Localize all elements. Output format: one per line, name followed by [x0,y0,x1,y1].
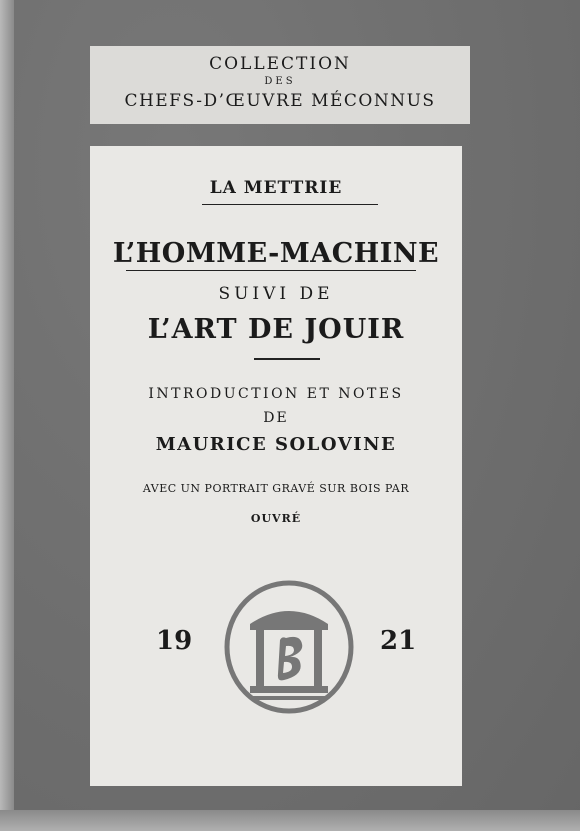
year-first-half: 19 [156,626,193,656]
portrait-note: AVEC UN PORTRAIT GRAVÉ SUR BOIS PAR [142,482,410,495]
author-underline [202,204,378,205]
publisher-monogram-icon [222,578,356,716]
collection-line: COLLECTION [209,54,351,74]
author-name: LA METTRIE [209,178,343,198]
title-label [90,146,462,786]
collection-series-name: CHEFS-D’ŒUVRE MÉCONNUS [124,91,436,111]
title-underline [126,270,416,271]
book-subtitle: L’ART DE JOUIR [147,314,405,345]
collection-label [90,46,470,124]
section-divider [254,358,320,360]
collection-des-line: DES [264,76,296,87]
editor-name: MAURICE SOLOVINE [155,434,397,455]
book-title: L’HOMME-MACHINE [112,238,440,269]
introduction-line: INTRODUCTION ET NOTES [148,386,404,402]
engraver-name: OUVRÉ [250,512,302,525]
introduction-de-line: DE [263,410,289,426]
year-second-half: 21 [380,626,417,656]
title-connector: SUIVI DE [218,284,334,304]
